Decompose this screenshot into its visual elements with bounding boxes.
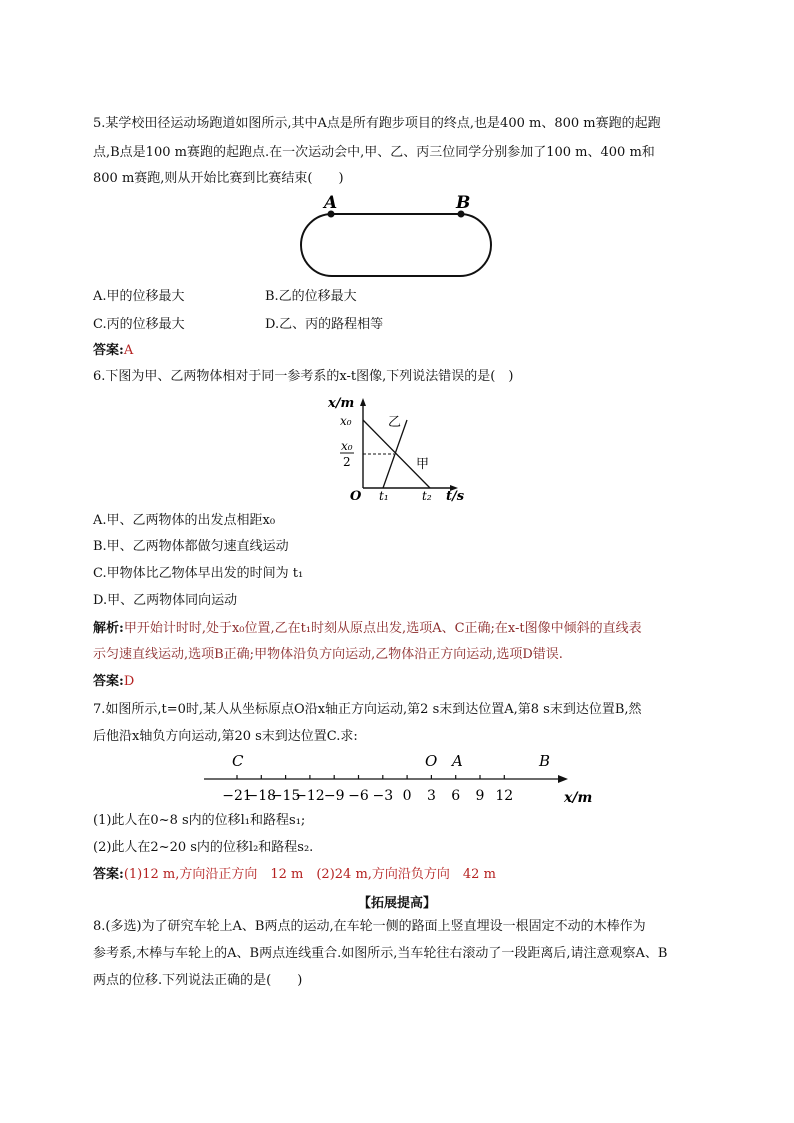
half-denominator: 2: [343, 455, 351, 469]
q7-sub-2: (2)此人在2~20 s内的位移l₂和路程s₂.: [93, 840, 314, 855]
half-numerator: x₀: [341, 439, 353, 453]
q5-option-d: D.乙、丙的路程相等: [265, 317, 384, 332]
tick-label: −12: [295, 788, 325, 804]
q5-option-a: A.甲的位移最大: [93, 289, 185, 304]
tick-label: 0: [402, 788, 412, 804]
x-axis-label: t/s: [446, 489, 465, 504]
q7-stem-line-1: 7.如图所示,t=0时,某人从坐标原点O沿x轴正方向运动,第2 s末到达位置A,第8 s末到达位置B,然: [93, 702, 642, 717]
y-axis-label: x/m: [328, 396, 355, 411]
q6-option-b: B.甲、乙两物体都做匀速直线运动: [93, 539, 289, 554]
yi-label: 乙: [388, 415, 402, 430]
q7-answer: [93, 866, 496, 884]
q6-stem: 6.下图为甲、乙两物体相对于同一参考系的x-t图像,下列说法错误的是( ): [93, 369, 514, 384]
q5-answer: [93, 342, 133, 360]
number-line-figure: [200, 748, 600, 806]
tick-label: 6: [451, 788, 461, 804]
q8-stem-line-2: 参考系,木棒与车轮上的A、B两点连线重合.如图所示,当车轮往右滚动了一段距离后,请注意观察A、B: [93, 946, 668, 961]
tick-label: −3: [372, 788, 394, 804]
tick-label: 12: [495, 788, 514, 804]
line-yi: [383, 420, 407, 488]
axis-label: x/m: [564, 790, 593, 806]
section-title: 【拓展提高】: [357, 896, 436, 911]
t1-label: t₁: [379, 489, 389, 503]
q5-stem-line-2: 点,B点是100 m赛跑的起跑点.在一次运动会中,甲、乙、丙三位同学分别参加了100 m、400 m和: [93, 145, 655, 160]
q7-stem-line-2: 后他沿x轴负方向运动,第20 s末到达位置C.求:: [93, 729, 358, 744]
analysis-text-1: 甲开始计时时,处于x₀位置,乙在t₁时刻从原点出发,选项A、C正确;在x-t图像中倾斜的直线表: [123, 621, 642, 636]
analysis-label: 解析:: [93, 621, 124, 636]
q5-option-b: B.乙的位移最大: [265, 289, 357, 304]
q6-option-d: D.甲、乙两物体同向运动: [93, 593, 238, 608]
q6-analysis-line-1: [93, 620, 642, 638]
q8-stem-line-1: 8.(多选)为了研究车轮上A、B两点的运动,在车轮一侧的路面上竖直埋设一根固定不动的木棒作为: [93, 919, 646, 934]
answer-value: A: [123, 343, 134, 358]
q6-analysis-line-2: 示匀速直线运动,选项B正确;甲物体沿负方向运动,乙物体沿正方向运动,选项D错误.: [93, 647, 563, 662]
point-b-label: B: [456, 193, 471, 213]
q6-option-c: C.甲物体比乙物体早出发的时间为 t₁: [93, 566, 304, 581]
tick-label: 9: [475, 788, 485, 804]
point-c-label: C: [232, 752, 244, 770]
point-b-label: B: [539, 752, 551, 770]
q6-answer: [93, 673, 134, 691]
q6-option-a: A.甲、乙两物体的出发点相距x₀: [93, 513, 276, 528]
answer-label: 答案:: [93, 343, 124, 358]
tick-label: 3: [426, 788, 436, 804]
running-track-figure: [290, 188, 500, 284]
tick-label: −15: [270, 788, 301, 804]
answer-value: D: [123, 674, 135, 689]
answer-value: (1)12 m,方向沿正方向 12 m (2)24 m,方向沿负方向 42 m: [123, 867, 496, 882]
tick-label: −9: [323, 788, 345, 804]
track-outline: [301, 214, 491, 276]
q5-stem-line-1: 5.某学校田径运动场跑道如图所示,其中A点是所有跑步项目的终点,也是400 m、800 m赛跑的起跑: [93, 116, 661, 131]
q5-option-c: C.丙的位移最大: [93, 317, 185, 332]
tick-label: −6: [348, 788, 369, 804]
y-axis-arrow: [360, 398, 366, 406]
tick-label: −21: [222, 788, 252, 804]
jia-label: 甲: [416, 457, 430, 472]
t2-label: t₂: [422, 489, 432, 503]
q7-sub-1: (1)此人在0~8 s内的位移l₁和路程s₁;: [93, 813, 306, 828]
q5-stem-line-3: 800 m赛跑,则从开始比赛到比赛结束( ): [93, 171, 344, 186]
origin-label: O: [350, 489, 362, 504]
point-a-label: A: [324, 193, 338, 213]
q8-stem-line-3: 两点的位移.下列说法正确的是( ): [93, 973, 303, 988]
answer-label: 答案:: [93, 867, 124, 882]
x0-label: x₀: [340, 414, 352, 428]
x-t-graph-figure: [326, 392, 476, 504]
answer-label: 答案:: [93, 674, 124, 689]
number-line-arrow: [558, 775, 568, 783]
tick-label: −18: [246, 788, 277, 804]
point-o-label: O: [425, 752, 438, 770]
point-a-label: A: [452, 752, 463, 770]
